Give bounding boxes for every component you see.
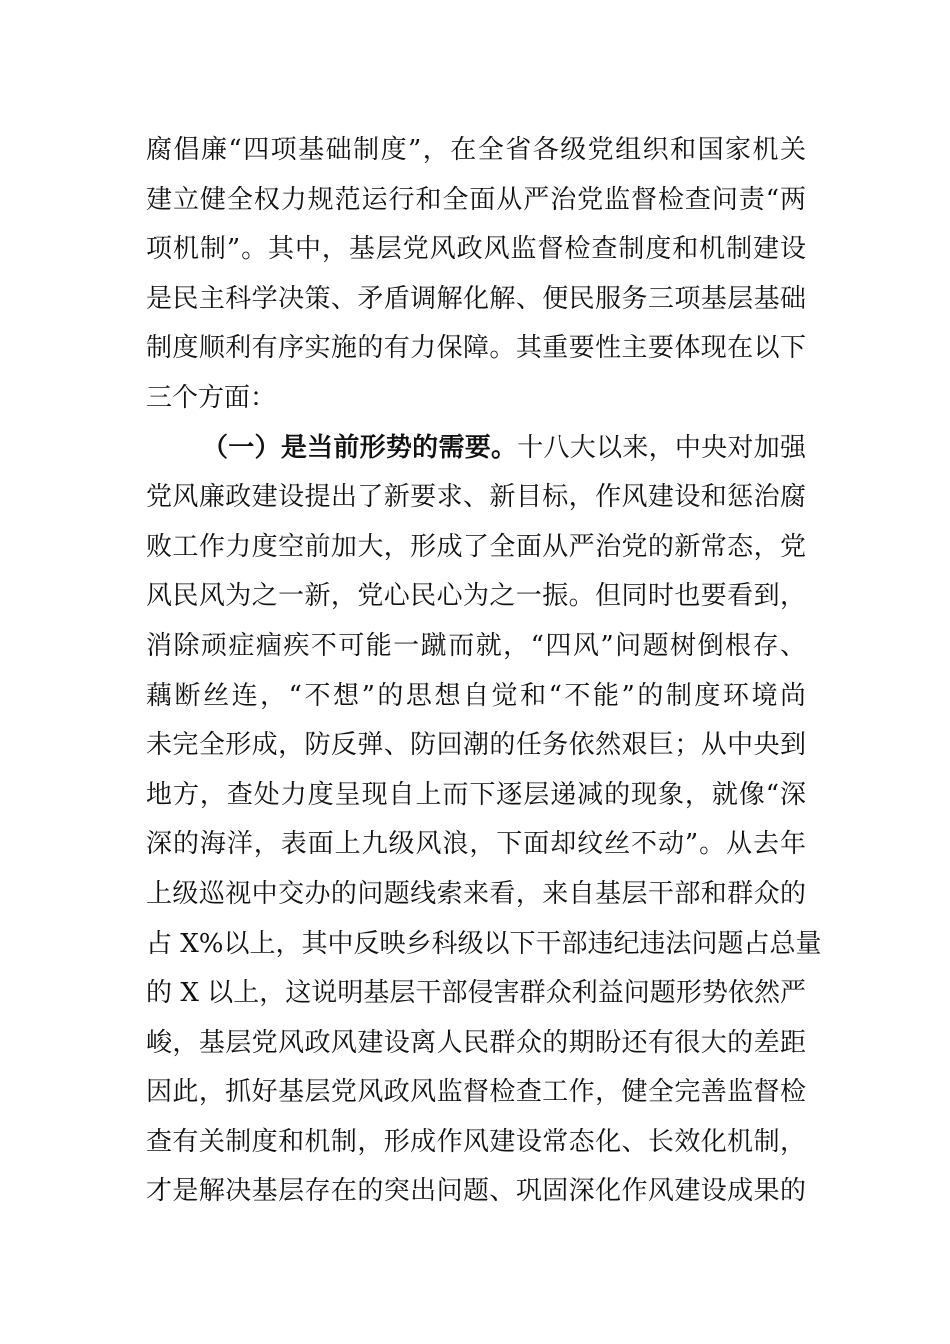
document-body <box>146 126 822 1217</box>
text-line: 查有关制度和机制，形成作风建设常态化、长效化机制， <box>146 1126 806 1157</box>
text-line: 藕断丝连，“不想”的思想自觉和“不能”的制度环境尚 <box>146 680 806 711</box>
text-line: 项机制”。其中，基层党风政风监督检查制度和机制建设 <box>146 234 806 265</box>
text-line: 风民风为之一新，党心民心为之一振。但同时也要看到， <box>146 581 806 612</box>
text-line: 地方，查处力度呈现自上而下逐层递减的现象，就像“深 <box>146 779 806 810</box>
text-line: 未完全形成，防反弹、防回潮的任务依然艰巨；从中央到 <box>146 730 806 761</box>
text-line: 才是解决基层存在的突出问题、巩固深化作风建设成果的 <box>146 1176 806 1207</box>
text-line: 深的海洋，表面上九级风浪，下面却纹丝不动”。从去年 <box>146 829 806 860</box>
text-line: 消除顽症痼疾不可能一蹴而就，“四风”问题树倒根存、 <box>146 630 806 661</box>
text-line: 腐倡廉“四项基础制度”，在全省各级党组织和国家机关 <box>146 135 806 165</box>
text-line: 是民主科学决策、矛盾调解化解、便民服务三项基层基础 <box>146 283 806 314</box>
text-line: 三个方面： <box>146 382 277 413</box>
text-line: 建立健全权力规范运行和全面从严治党监督检查问责“两 <box>146 184 806 215</box>
section-heading: （一）是当前形势的需要。 <box>202 432 518 463</box>
section-heading-rest: 十八大以来，中央对加强 <box>517 432 806 463</box>
text-line: 占 X%以上，其中反映乡科级以下干部违纪违法问题占总量 <box>146 928 822 959</box>
text-line: 制度顺利有序实施的有力保障。其重要性主要体现在以下 <box>146 333 806 364</box>
text-line: 因此，抓好基层党风政风监督检查工作，健全完善监督检 <box>146 1077 806 1108</box>
text-line: 峻，基层党风政风建设离人民群众的期盼还有很大的差距 <box>146 1027 806 1058</box>
text-line: 的 X 以上，这说明基层干部侵害群众利益问题形势依然严 <box>146 978 806 1009</box>
section-heading-line <box>146 424 806 474</box>
text-line: 党风廉政建设提出了新要求、新目标，作风建设和惩治腐 <box>146 482 806 513</box>
text-line: 败工作力度空前加大，形成了全面从严治党的新常态，党 <box>146 531 806 562</box>
text-line: 上级巡视中交办的问题线索来看，来自基层干部和群众的 <box>146 878 806 909</box>
